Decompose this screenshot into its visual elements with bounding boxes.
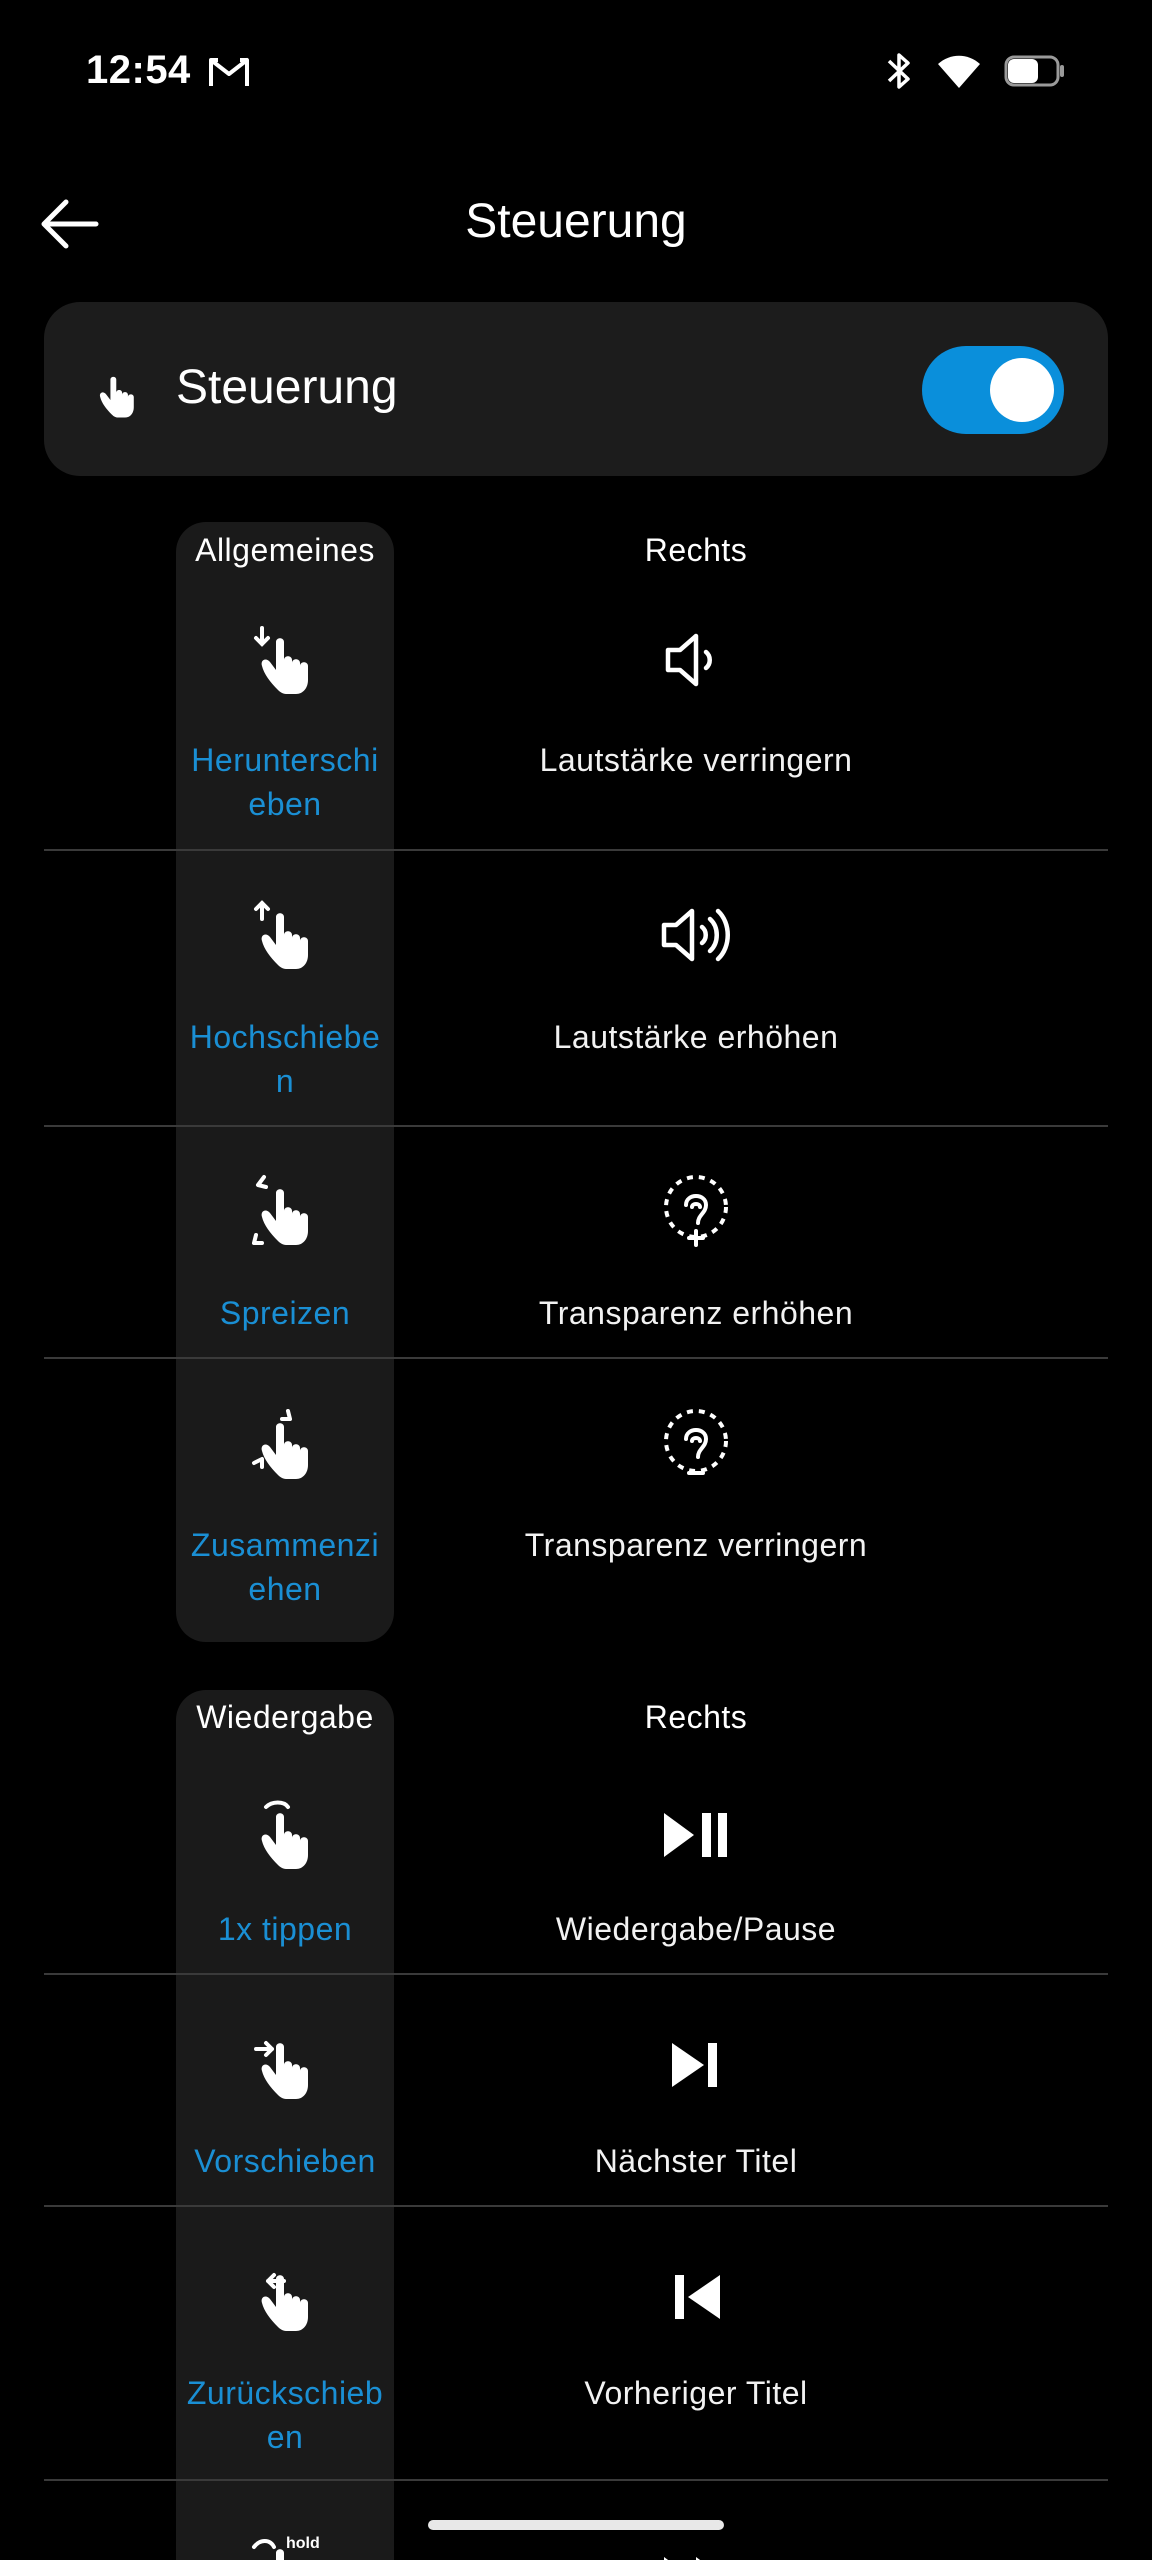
control-row[interactable] xyxy=(0,2207,1152,2479)
gesture-label: Herunterschi eben xyxy=(191,742,379,822)
section-header-general xyxy=(0,520,1152,580)
gesture-label: Zurückschieb en xyxy=(186,2375,384,2455)
pinch-icon xyxy=(248,1407,322,1481)
spread-icon xyxy=(248,1173,322,1247)
touch-hand-icon xyxy=(90,365,144,419)
side-label: Rechts xyxy=(644,532,748,568)
volume-down-icon xyxy=(658,622,734,698)
play-pause-icon xyxy=(658,1797,734,1873)
wifi-icon xyxy=(936,52,982,90)
section-header-playback xyxy=(0,1687,1152,1747)
controls-toggle-switch[interactable] xyxy=(922,346,1064,434)
page-title: Steuerung xyxy=(465,195,687,248)
gesture-label: Zusammenzi ehen xyxy=(190,1527,380,1607)
action-label: Vorheriger Titel xyxy=(584,2375,808,2411)
control-row[interactable] xyxy=(0,1359,1152,1639)
gesture-label: Vorschieben xyxy=(194,2143,376,2179)
gesture-label: 1x tippen xyxy=(217,1911,353,1947)
transparency-up-icon xyxy=(658,1173,734,1249)
battery-icon xyxy=(1004,54,1066,88)
action-label: Wiedergabe/Pause xyxy=(555,1911,837,1947)
control-row[interactable] xyxy=(0,1975,1152,2205)
section-title: Wiedergabe xyxy=(196,1699,374,1735)
swipe-back-icon xyxy=(248,2259,322,2333)
action-label: Lautstärke erhöhen xyxy=(553,1019,839,1055)
transparency-down-icon xyxy=(658,1407,734,1483)
side-label: Rechts xyxy=(644,1699,748,1735)
toggle-knob xyxy=(990,358,1054,422)
action-label: Nächster Titel xyxy=(594,2143,798,2179)
fast-forward-icon xyxy=(658,2541,734,2560)
swipe-down-icon xyxy=(248,622,322,696)
action-label: Transparenz erhöhen xyxy=(538,1295,854,1331)
controls-toggle-label: Steuerung xyxy=(176,361,398,414)
status-bar xyxy=(0,0,1152,150)
gmail-icon xyxy=(208,55,250,89)
swipe-forward-icon xyxy=(248,2027,322,2101)
hold-badge: hold xyxy=(286,2535,320,2552)
swipe-up-icon xyxy=(248,897,322,971)
controls-toggle-card[interactable] xyxy=(44,302,1108,476)
volume-up-icon xyxy=(658,897,734,973)
control-row[interactable] xyxy=(0,851,1152,1125)
section-title: Allgemeines xyxy=(195,532,375,568)
previous-track-icon xyxy=(658,2259,734,2335)
control-row[interactable] xyxy=(0,590,1152,850)
gesture-label: Spreizen xyxy=(219,1295,351,1331)
bluetooth-icon xyxy=(884,50,914,92)
control-row[interactable] xyxy=(0,1127,1152,1357)
app-bar xyxy=(0,180,1152,268)
tap-icon xyxy=(248,1797,322,1871)
gesture-label: Hochschiebe n xyxy=(189,1019,381,1099)
home-indicator[interactable] xyxy=(428,2520,724,2530)
control-row[interactable] xyxy=(0,1755,1152,1973)
status-time: 12:54 xyxy=(86,48,191,92)
action-label: Lautstärke verringern xyxy=(539,742,853,778)
next-track-icon xyxy=(658,2027,734,2103)
action-label: Transparenz verringern xyxy=(524,1527,868,1563)
